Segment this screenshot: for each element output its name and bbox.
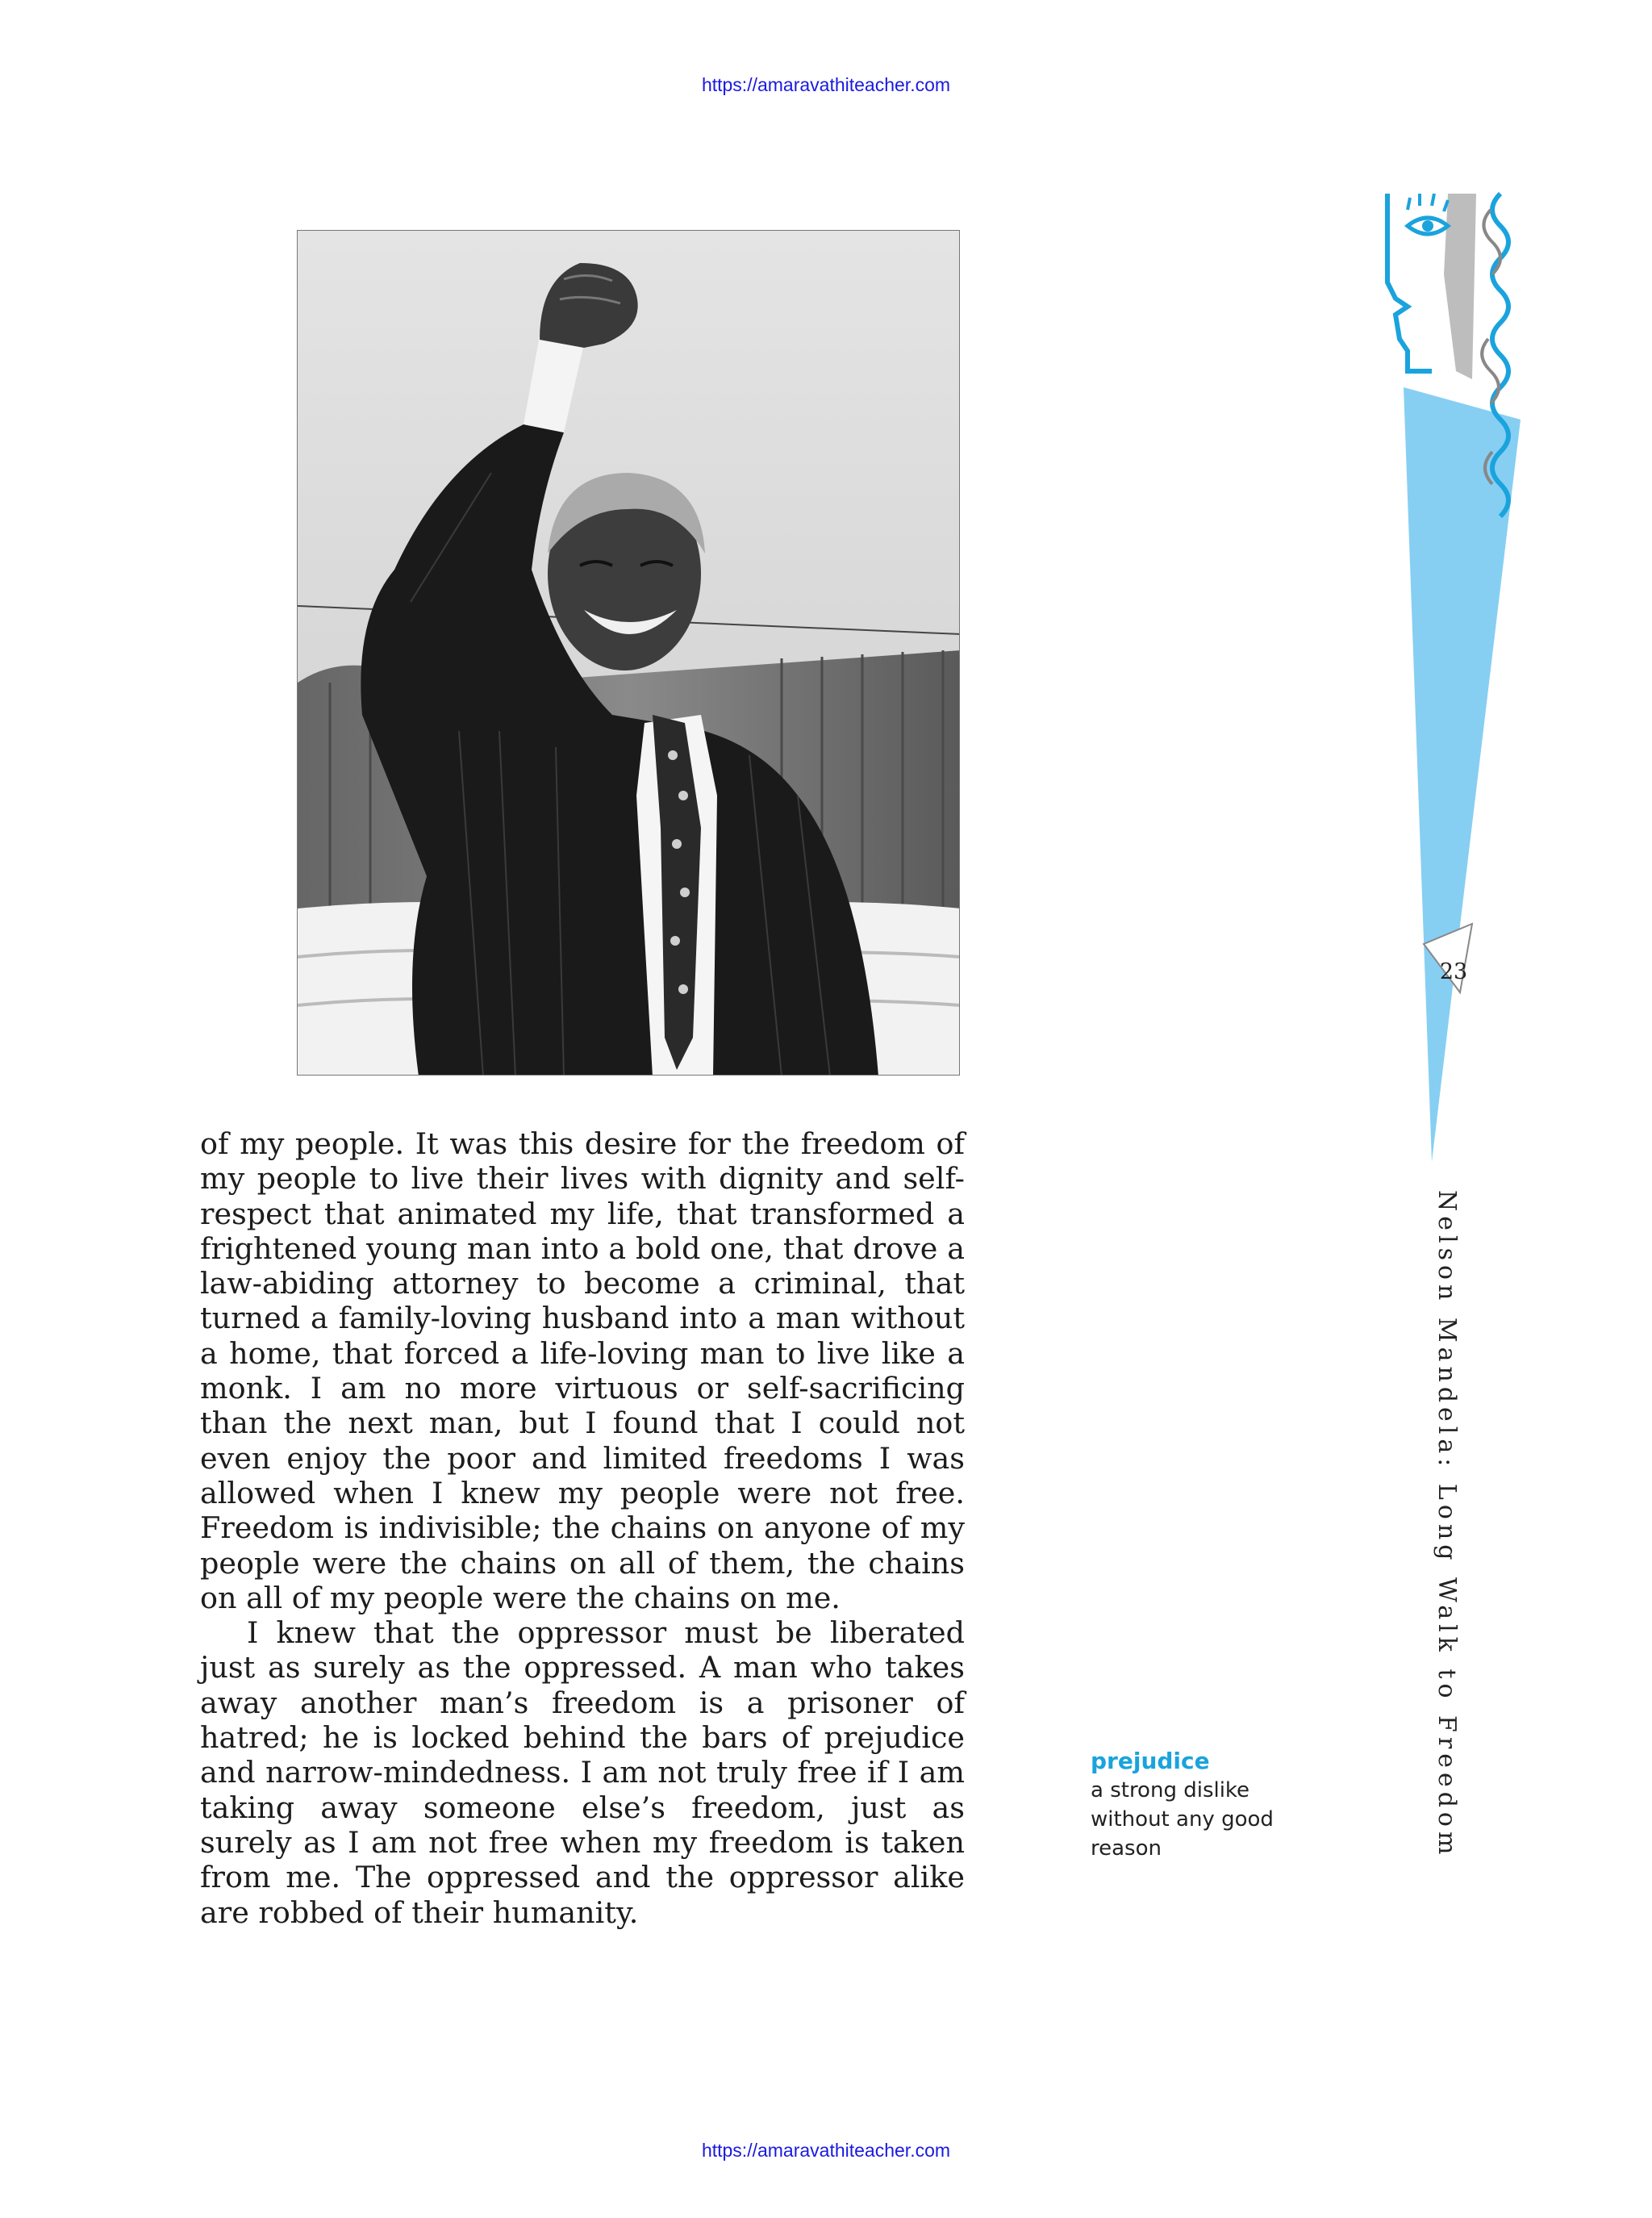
mandela-photo xyxy=(297,230,960,1076)
face-triangle-decoration xyxy=(1371,178,1549,1162)
paragraph-2: I knew that the oppressor must be liberated just as surely as the oppressed. A man who takes away another man’s freedom is a prisoner of hatred; he is locked behind the bars of prejudice and narrow-mindedness. I am not truly free if I am taking away someone else’s freedom, just as surely as I am not free when my freedom is taken from me. The oppressed and the oppressor alike are robbed of their humanity. xyxy=(200,1615,965,1930)
running-title: Nelson Mandela: Long Walk to Freedom xyxy=(1433,1190,1461,1860)
glossary-note xyxy=(1091,1747,1300,1863)
header-url[interactable]: https://amaravathiteacher.com xyxy=(701,74,951,95)
paragraph-1: of my people. It was this desire for the freedom of my people to live their lives with dignity and self-respect that animated my life, that transformed a frightened young man into a bold one, that drove a law-abiding attorney to become a criminal, that turned a family-loving husband into a man without a home, that forced a life-loving man to live like a monk. I am no more virtuous or self-sacrificing than the next man, but I found that I could not even enjoy the poor and limited freedoms I was allowed when I knew my people were not free. Freedom is indivisible; the chains on anyone of my people were the chains on all of them, the chains on all of my people were the chains on me. xyxy=(200,1126,965,1615)
glossary-word: prejudice xyxy=(1091,1748,1210,1774)
page-number: 23 xyxy=(1439,959,1468,984)
body-text xyxy=(200,1126,965,1930)
glossary-definition: a strong dislike without any good reason xyxy=(1091,1778,1274,1861)
footer-url[interactable]: https://amaravathiteacher.com xyxy=(701,2140,951,2161)
